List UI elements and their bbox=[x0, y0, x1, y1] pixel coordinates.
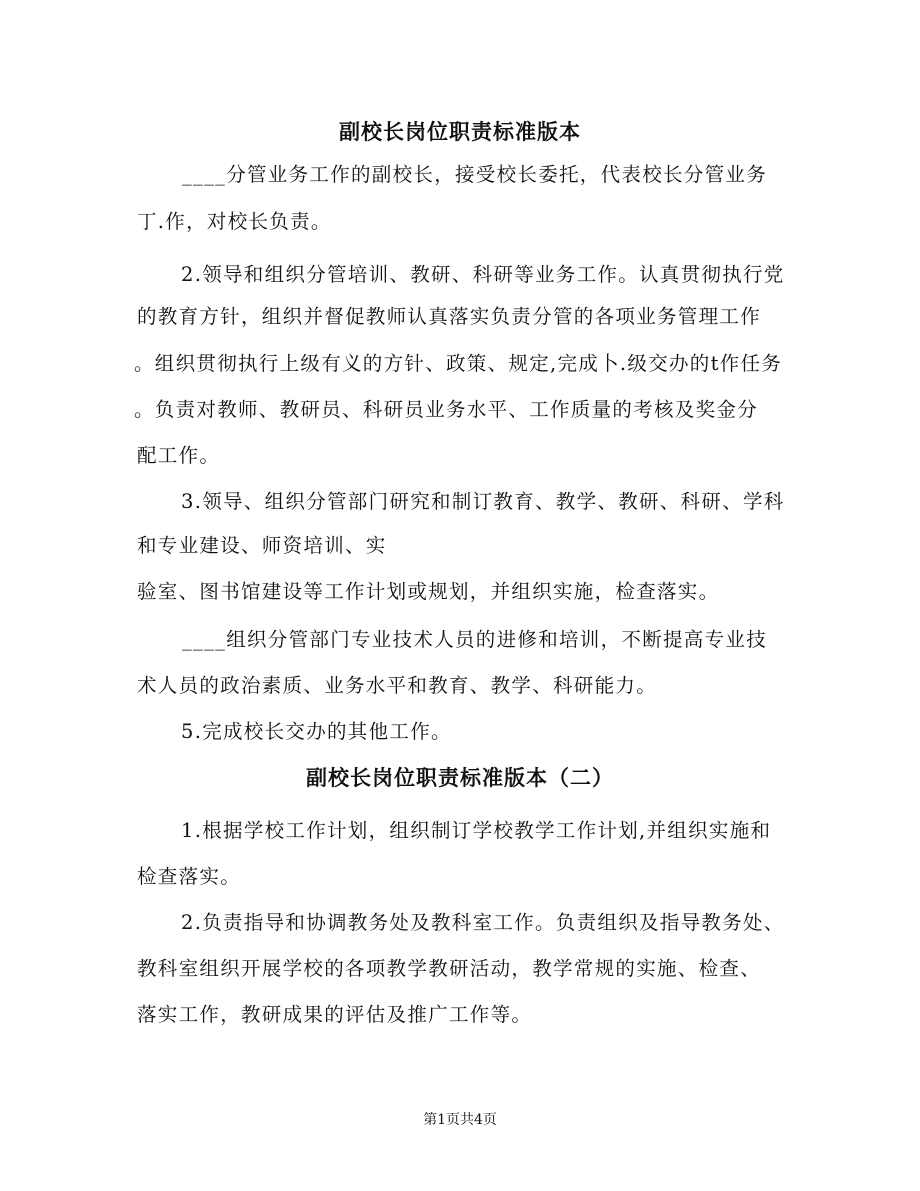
paragraph-1-line-2: 丁.作，对校长负责。 bbox=[137, 210, 332, 233]
paragraph-5-line-1: 5.完成校长交办的其他工作。 bbox=[181, 720, 452, 743]
paragraph-2-line-5: 配工作。 bbox=[137, 444, 221, 467]
section-2-paragraph-1-line-1: 1.根据学校工作计划，组织制订学校教学工作计划,并组织实施和 bbox=[181, 819, 772, 842]
section-2-paragraph-2-line-1: 2.负责指导和协调教务处及教科室工作。负责组织及指导教务处、 bbox=[181, 911, 785, 934]
section-1-title: 副校长岗位职责标准版本 bbox=[339, 119, 581, 144]
paragraph-3-line-2: 和专业建设、师资培训、实 bbox=[137, 534, 387, 557]
page-number: 第1页共4页 bbox=[423, 1112, 497, 1128]
paragraph-2-line-2: 的教育方针，组织并督促教师认真落实负责分管的各项业务管理工作 bbox=[137, 305, 762, 328]
paragraph-4-line-2: 术人员的政治素质、业务水平和教育、教学、科研能力。 bbox=[137, 674, 658, 697]
paragraph-3-line-3: 验室、图书馆建设等工作计划或规划，并组织实施，检查落实。 bbox=[137, 580, 720, 603]
section-2-paragraph-1-line-2: 检查落实。 bbox=[137, 865, 242, 888]
section-2-paragraph-2-line-2: 教科室组织开展学校的各项教学教研活动，教学常规的实施、检查、 bbox=[137, 957, 762, 980]
section-2-title: 副校长岗位职责标准版本（二） bbox=[306, 765, 614, 790]
paragraph-4-line-1: ____组织分管部门专业技术人员的进修和培训，不断提高专业技 bbox=[182, 628, 767, 651]
paragraph-1-line-1: ____分管业务工作的副校长，接受校长委托，代表校长分管业务 bbox=[182, 163, 767, 186]
section-2-paragraph-2-line-3: 落实工作，教研成果的评估及推广工作等。 bbox=[137, 1003, 533, 1026]
paragraph-3-line-1: 3.领导、组织分管部门研究和制订教育、教学、教研、科研、学科 bbox=[181, 490, 785, 513]
paragraph-2-line-3: 。组织贯彻执行上级有义的方针、政策、规定,完成卜.级交办的t作任务 bbox=[134, 352, 783, 375]
paragraph-2-line-4: 。负责对教师、教研员、科研员业务水平、工作质量的考核及奖金分 bbox=[134, 398, 759, 421]
paragraph-2-line-1: 2.领导和组织分管培训、教研、科研等业务工作。认真贯彻执行党 bbox=[181, 263, 785, 286]
